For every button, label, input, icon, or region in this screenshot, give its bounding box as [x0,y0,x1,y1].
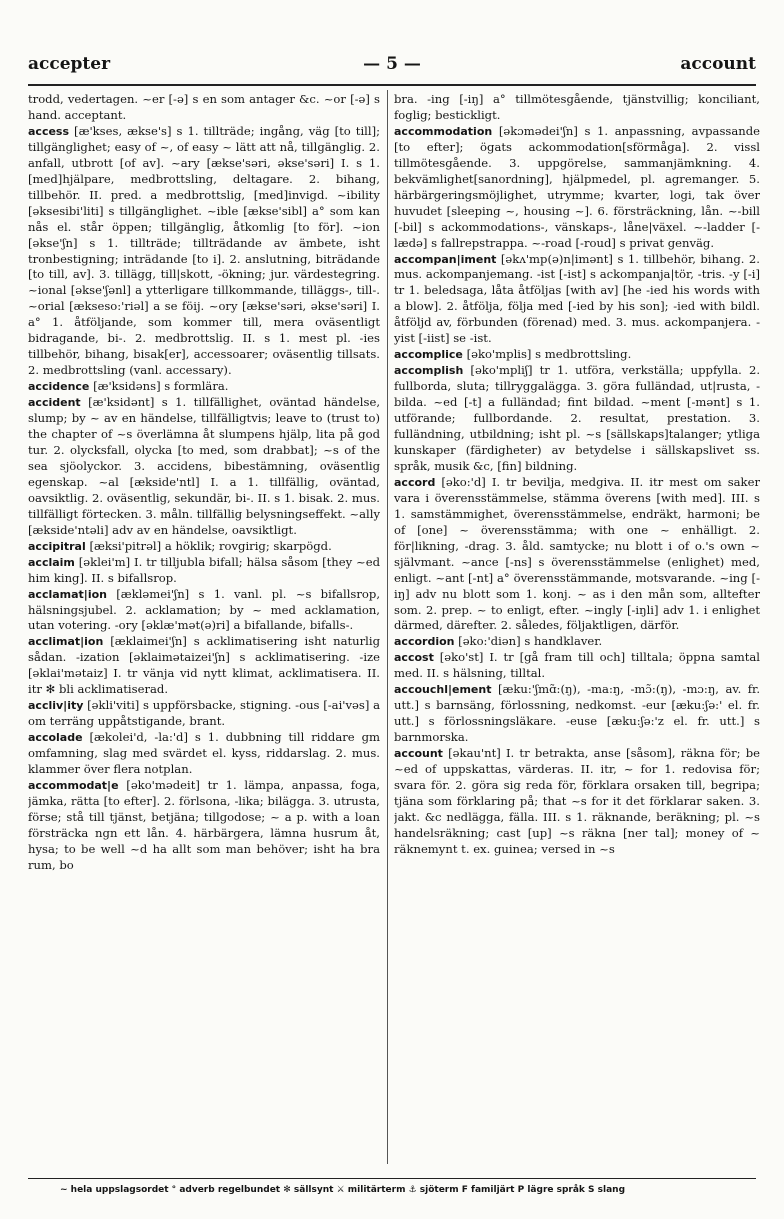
right-column [394,92,760,1164]
entry-text: [ækləmei'ʃn] s 1. vanl. pl. ~s bifallsrop, hälsningsjubel. 2. acklamation; by ~ med acklamation, utan votering. -ory [əklæ'mət(ə)ri] a bifallande, bifalls-. [28,586,380,633]
entry-headword: accliv|ity [28,699,84,713]
dictionary-entry [28,539,380,555]
entry-text: [æ'kses, ækse's] s 1. tillträde; ingång, väg [to till]; tillgänglighet; easy of ~, of easy ~ lätt att nå, tillgänglig. 2. anfall, utbrott [of av]. ~ary [ækse'səri, əkse'səri] I. s 1. [med]hjälpare, medbrottsling, deltagare. 2. bihang, tillbehör. II. pred. a medbrottslig, [med]invigd. ~ibility [əksesibi'liti] s tillgänglighet. ~ible [ækse'sibl] a° som kan nås el. står öppen; tillgänglig, åtkomlig [to för]. ~ion [əkse'ʃn] s 1. tillträde; tillträdande av ämbete, isht tronbestigning; inträdande [to i]. 2. anslutning, biträdande [to till, av]. 3. tillägg, till|skott, -ökning; jur. värdestegring. ~ional [əkse'ʃənl] a ytterligare tillkommande, tilläggs-, till-. ~orial [ækseso:'riəl] a se föij. ~ory [ækse'səri, əkse'səri] I. a° 1. åtföljande, som kommer till, mera oväsentligt bidragande, bi-. 2. medbrottslig. II. s 1. mest pl. -ies tillbehör, bihang, bisak[er], accessoarer; oväsentlig tillsats. 2. medbrottsling (vanl. accessary). [28,123,380,378]
entry-headword: accommodat|e [28,778,119,792]
page-number: — 5 — [363,54,421,74]
entry-text: [əko:'d] I. tr bevilja, medgiva. II. itr mest om saker vara i överensstämmelse, stämma överens [with med]. III. s 1. samstämmighet, överensstämmelse, endräkt, harmoni; be of [one] ~ överensstämma; with one ~ enhälligt. 2. för|likning, -drag. 3. åld. samtycke; nu blott i of o.'s own ~ självmant. ~ance [-ns] s överensstämmelse (enlighet) med, enligt. ~ant [-nt] a° överensstämmande, motsvarande. ~ing [-iŋ] adv nu blott som 1. konj. ~ as i den mån som, alltefter som. 2. prep. ~ to enligt, efter. ~ingly [-iŋli] adv 1. i enlighet därmed, därefter. 2. således, följaktligen, därför. [394,474,760,633]
symbol-legend: ~ hela uppslagsordet ° adverb regelbundet ✻ sällsynt ⚔ militärterm ⚓ sjöterm F familjärt P lägre språk S slang [60,1185,626,1195]
dictionary-entry [28,395,380,539]
entry-text: [əklei'm] I. tr tilljubla bifall; hälsa såsom [they ~ed him king]. II. s bifallsrop. [28,554,380,585]
dictionary-entry [394,92,760,124]
dictionary-entry [394,746,760,858]
header-rule [28,84,756,86]
entry-headword: accipitral [28,539,86,553]
entry-headword: acclimat|ion [28,635,104,649]
dictionary-entry [28,698,380,730]
footer-rule [28,1178,756,1179]
entry-text: [æklaimei'ʃn] s acklimatisering isht naturlig sådan. -ization [əklaimətaizei'ʃn] s acklimatisering. -ize [əklai'mətaiz] I. tr vänja vid nytt klimat, acklimatisera. II. itr ✻ bli acklimatiserad. [28,634,380,697]
dictionary-entry [394,475,760,635]
dictionary-entry [28,555,380,587]
entry-text: [əko'mpliʃ] tr 1. utföra, verkställa; uppfylla. 2. fullborda, sluta; tillryggalägga. 3. göra fulländad, ut|rusta, -bilda. ~ed [-t] a fulländad; fint bildad. ~ment [-mənt] s 1. utförande; fullbordande. 2. resultat, prestation. 3. fulländning, utbildning; isht pl. ~s [sällskaps]talanger; ytliga kunskaper (färdigheter) av betydelse i sällskapslivet ss. språk, musik &c, [fin] bildning. [394,363,760,473]
entry-headword: accidence [28,380,90,394]
entry-headword: accolade [28,731,83,745]
dictionary-entry [394,634,760,650]
dictionary-entry [394,124,760,252]
entry-headword: accompan|iment [394,252,497,266]
entry-headword: acclamat|ion [28,587,107,601]
entry-text: [æksi'pitrəl] a höklik; rovgirig; skarpögd. [89,538,332,553]
entry-text: bra. -ing [-iŋ] a° tillmötesgående, tjänstvillig; konciliant, foglig; bestickligt. [394,92,760,122]
dictionary-entry [28,778,380,874]
entry-text: [ækolei'd, -la:'d] s 1. dubbning till riddare gm omfamning, slag med svärdet el. kyss, riddarslag. 2. mus. klammer över flera notplan. [28,730,380,777]
entry-headword: accomplice [394,348,463,362]
entry-headword: accord [394,475,436,489]
entry-text: [əkʌ'mp(ə)n|imənt] s 1. tillbehör, bihang. 2. mus. ackompanjemang. -ist [-ist] s ackompanja|tör, -tris. -y [-i] tr 1. beledsaga, låta åtföljas [with av] [he -ied his words with a blow]. 2. åtfölja, följa med [-ied by his son]; -ied with bildl. åtföljd av, förbunden (förenad) med. 3. mus. ackompanjera. -yist [-iist] se -ist. [394,251,760,346]
entry-headword: accident [28,396,81,410]
dictionary-entry [394,363,760,475]
entry-text: [æ'ksidənt] s 1. tillfällighet, oväntad händelse, slump; by ~ av en händelse, tillfälligtvis; leave to (trust to) the chapter of ~s överlämna åt slumpens hjälp, lita på god tur. 2. olycksfall, olycka [to med, som drabbat]; ~s of the sea sjöolyckor. 3. accidens, bibestämning, oväsentlig egenskap. ~al [ækside'ntl] I. a 1. tillfällig, oväntad, oavsiktlig. 2. oväsentlig, sekundär, bi-. II. s 1. bisak. 2. mus. tillfälligt förtecken. 3. måln. tillfällig belysningseffekt. ~ally [ækside'ntəli] adv av en händelse, oavsiktligt. [28,395,380,537]
entry-headword: accouchl|ement [394,683,492,697]
entry-text: [əkli'viti] s uppförsbacke, stigning. -ous [-ai'vəs] a om terräng uppåtstigande, brant. [28,698,380,729]
entry-headword: access [28,124,70,138]
left-guide-word: accepter [28,54,111,74]
entry-text: [əko:'diən] s handklaver. [458,634,603,649]
dictionary-entry [394,650,760,682]
entry-text: [əkɔmədei'ʃn] s 1. anpassning, avpassande [to efter]; ögats ackommodation[sförmåga]. 2. vissl tillmötesgående. 3. uppgörelse, sammanjämkning. 4. bekvämlighet[sanordning], hjälpmedel, pl. agremanger. 5. härbärgeringsmöjlighet, utrymme; kvarter, logi, tak över huvudet [sleeping ~, housing ~]. 6. försträckning, lån. ~-bill [-bil] s ackommodations-, vänskaps-, låne|växel. ~-ladder [-lædə] s fallrepstrappa. ~-road [-roud] s privat genväg. [394,123,760,250]
entry-headword: account [394,747,443,761]
page-header [28,54,756,84]
entry-text: [æ'ksidəns] s formlära. [93,379,229,394]
dictionary-entry [394,347,760,363]
dictionary-entry [28,730,380,778]
entry-headword: acclaim [28,555,75,569]
dictionary-entry [28,634,380,698]
entry-headword: accordion [394,635,455,649]
column-divider [387,90,388,1164]
dictionary-entry [28,124,380,379]
entry-headword: accommodation [394,124,493,138]
entry-text: [əko'mədeit] tr 1. lämpa, anpassa, foga, jämka, rätta [to efter]. 2. förlsona, -lika; bilägga. 3. utrusta, förse; stå till tjänst, betjäna; tillgodose; ~ a p. with a loan försträcka ngn ett lån. 4. härbärgera, lämna husrum åt, hysa; to be well ~d ha allt som man behöver; isht ha bra rum, bo [28,777,380,872]
left-column [28,92,380,1164]
dictionary-entry [394,682,760,746]
entry-headword: accomplish [394,364,464,378]
dictionary-entry [28,587,380,635]
entry-headword: accost [394,651,434,665]
dictionary-entry [394,252,760,348]
right-guide-word: account [680,54,756,74]
dictionary-entry [28,379,380,395]
entry-text: [əko'st] I. tr [gå fram till och] tilltala; öppna samtal med. II. s hälsning, tilltal. [394,650,760,681]
entry-text: [əko'mplis] s medbrottsling. [466,347,632,362]
dictionary-entry [28,92,380,124]
entry-text: trodd, vedertagen. ~er [-ə] s en som antager &c. ~or [-ə] s hand. acceptant. [28,92,380,122]
entry-text: [æku:'ʃmɑ̃:(ŋ), -ma:ŋ, -mɔ̃:(ŋ), -mɔ:ŋ, av. fr. utt.] s barnsäng, förlossning, nedkomst. -eur [æku:ʃə:' el. fr. utt.] s förlossningsläkare. -euse [æku:ʃə:'z el. fr. utt.] s barnmorska. [394,682,760,745]
entry-text: [əkau'nt] I. tr betrakta, anse [såsom], räkna för; be ~ed of uppskattas, värderas. II. itr, ~ for 1. redovisa för; svara för. 2. göra sig reda för, förklara orsaken till, begripa; tjäna som förklaring på; that ~s for it det förklarar saken. 3. jakt. &c nedlägga, fälla. III. s 1. räknande, beräkning; pl. ~s handelsräkning; cast [up] ~s räkna [ner tal]; money of ~ räknemynt t. ex. guinea; versed in ~s [394,746,760,856]
